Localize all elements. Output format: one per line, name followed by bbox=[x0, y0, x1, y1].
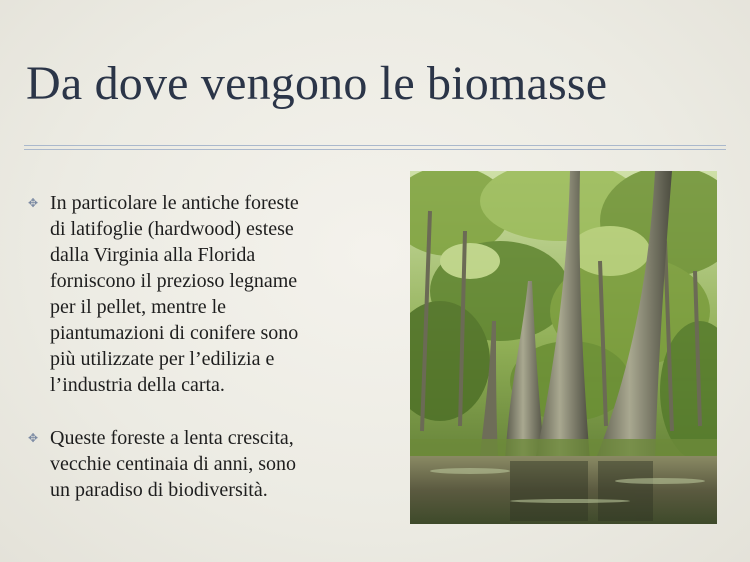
bullet-line: l’industria della carta. bbox=[50, 374, 225, 396]
bullet-list bbox=[28, 190, 368, 530]
bullet-line: un paradiso di biodiversità. bbox=[50, 479, 268, 501]
bullet-line: più utilizzate per l’edilizia e bbox=[50, 348, 275, 370]
bullet-item bbox=[28, 425, 368, 503]
bullet-line: forniscono il prezioso legname bbox=[50, 270, 298, 292]
title-divider-bottom bbox=[24, 149, 726, 150]
bullet-line: vecchie centinaia di anni, sono bbox=[50, 453, 297, 475]
cypress-swamp-photo bbox=[410, 171, 717, 524]
slide-title: Da dove vengono le biomasse bbox=[26, 57, 608, 110]
title-divider-top bbox=[24, 145, 726, 146]
bullet-line: dalla Virginia alla Florida bbox=[50, 244, 256, 266]
bullet-line: piantumazioni di conifere sono bbox=[50, 322, 299, 344]
bullet-line: Queste foreste a lenta crescita, bbox=[50, 427, 294, 449]
bullet-line: In particolare le antiche foreste bbox=[50, 192, 299, 214]
diamond-bullet-icon: ✥ bbox=[28, 196, 39, 210]
bullet-item bbox=[28, 190, 368, 398]
bullet-line: di latifoglie (hardwood) estese bbox=[50, 218, 294, 240]
bullet-line: per il pellet, mentre le bbox=[50, 296, 227, 318]
diamond-bullet-icon: ✥ bbox=[28, 431, 39, 445]
